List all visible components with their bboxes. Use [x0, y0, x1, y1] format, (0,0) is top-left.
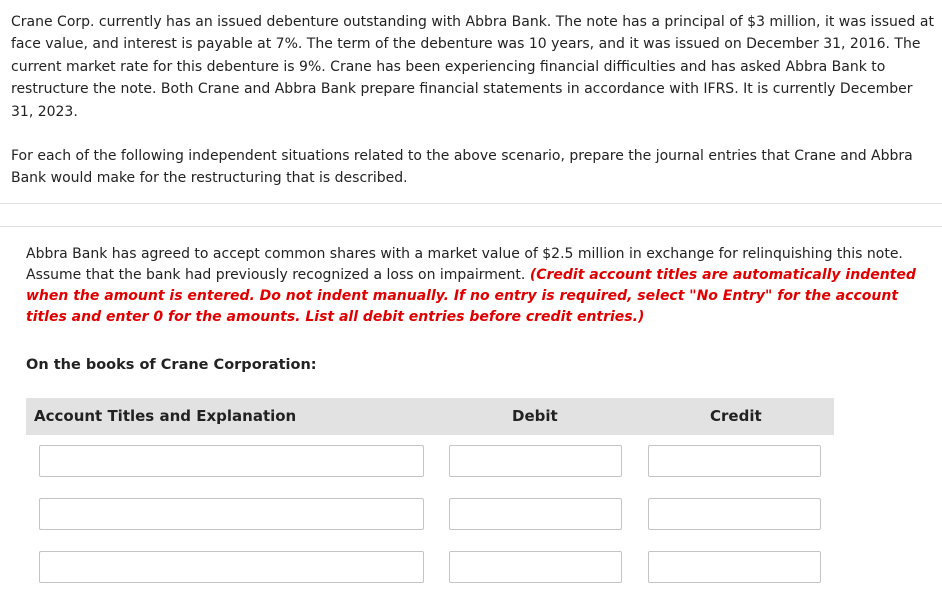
- question-body: Abbra Bank has agreed to accept common shares with a market value of $2.5 million in exchange for relinquishing this note. Assume that the bank had previously recognized a loss on impairment.: [26, 246, 903, 283]
- credit-input[interactable]: [648, 498, 821, 530]
- table-row: [26, 488, 834, 541]
- account-title-input[interactable]: [39, 498, 424, 530]
- debit-input[interactable]: [449, 445, 622, 477]
- question-text: [26, 244, 926, 328]
- table-row: [26, 435, 834, 488]
- divider: [0, 226, 942, 227]
- credit-input[interactable]: [648, 445, 821, 477]
- books-label: On the books of Crane Corporation:: [26, 357, 317, 373]
- divider: [0, 203, 942, 204]
- header-debit: Debit: [512, 407, 558, 425]
- account-title-input[interactable]: [39, 551, 424, 583]
- account-title-input[interactable]: [39, 445, 424, 477]
- journal-entry-table: [26, 398, 834, 594]
- question-instructions: (Credit account titles are automatically indented when the amount is entered. Do not indent manually. If no entry is required, select "No Entry" for the account titles and enter 0 for the amounts. List all debit entries before credit entries.): [26, 267, 916, 325]
- debit-input[interactable]: [449, 551, 622, 583]
- scenario-text: Crane Corp. currently has an issued debenture outstanding with Abbra Bank. The note has a principal of $3 million, it was issued at face value, and interest is payable at 7%. The term of the debenture was 10 years, and it was issued on December 31, 2016. The current market rate for this debenture is 9%. Crane has been experiencing financial difficulties and has asked Abbra Bank to restructure the note. Both Crane and Abbra Bank prepare financial statements in accordance with IFRS. It is currently December 31, 2023.: [11, 14, 934, 120]
- header-account-titles: Account Titles and Explanation: [34, 407, 297, 425]
- table-row: [26, 541, 834, 594]
- table-header: [26, 398, 834, 435]
- task-text: For each of the following independent situations related to the above scenario, prepare the journal entries that Crane and Abbra Bank would make for the restructuring that is described.: [11, 148, 913, 187]
- header-credit: Credit: [710, 407, 762, 425]
- debit-input[interactable]: [449, 498, 622, 530]
- credit-input[interactable]: [648, 551, 821, 583]
